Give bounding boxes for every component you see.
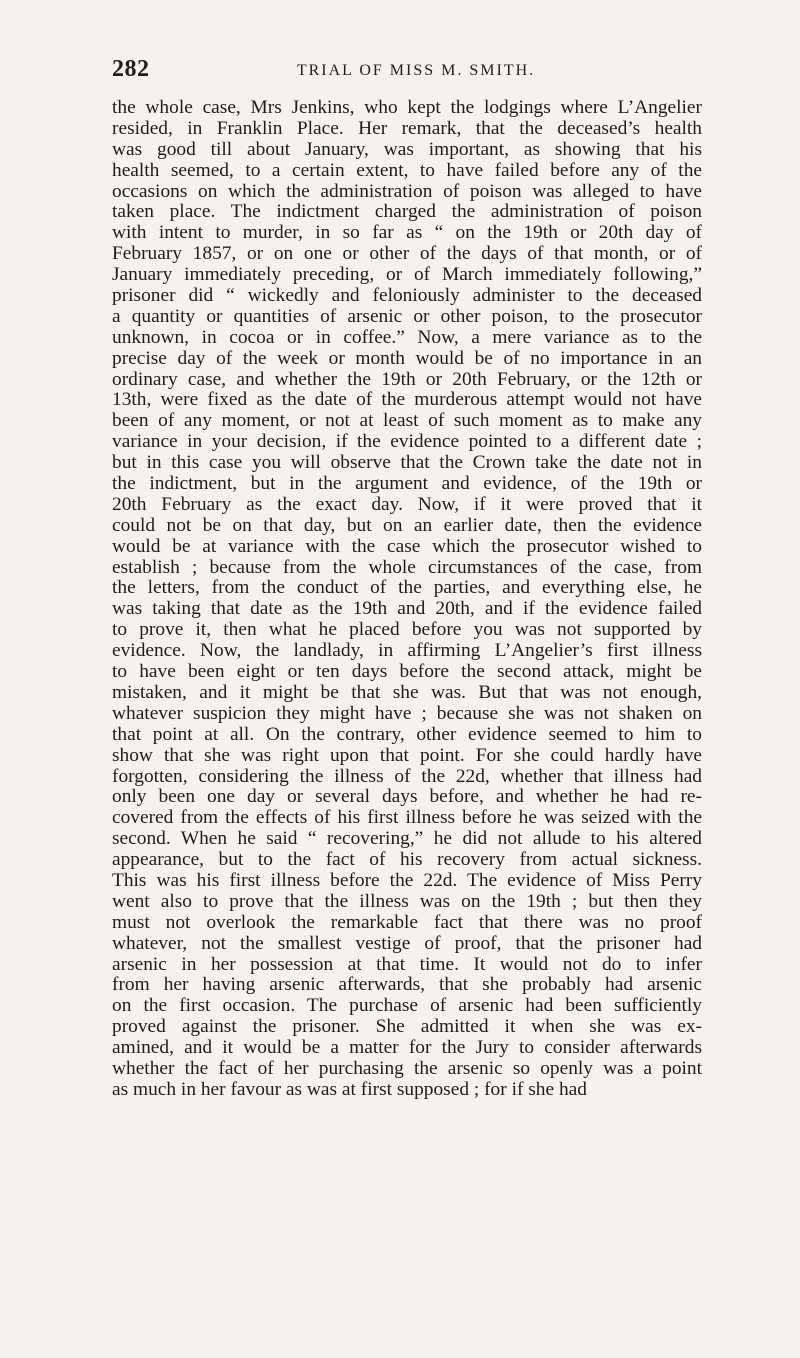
- text-line: appearance, but to the fact of his recovery from actual sickness.: [112, 849, 702, 871]
- text-line: forgotten, considering the illness of the 22d, whether that illness had: [112, 765, 702, 787]
- text-line: whether the fact of her purchasing the arsenic so openly was a point: [112, 1057, 702, 1079]
- text-line: been of any moment, or not at least of such moment as to make any: [112, 410, 702, 432]
- text-line: health seemed, to a certain extent, to have failed before any of the: [112, 159, 702, 181]
- text-line: whatever suspicion they might have ; because she was not shaken on: [112, 702, 702, 724]
- text-line: February 1857, or on one or other of the days of that month, or of: [112, 243, 702, 265]
- text-line: was good till about January, was important, as showing that his: [112, 138, 702, 160]
- text-line: went also to prove that the illness was on the 19th ; but then they: [112, 890, 702, 912]
- text-line: but in this case you will observe that the Crown take the date not in: [112, 452, 702, 474]
- text-line: prisoner did “ wickedly and feloniously administer to the deceased: [112, 285, 702, 307]
- text-line: with intent to murder, in so far as “ on the 19th or 20th day of: [112, 222, 702, 244]
- text-line: January immediately preceding, or of March immediately following,”: [112, 264, 702, 286]
- text-line: evidence. Now, the landlady, in affirming L’Angelier’s first illness: [112, 640, 702, 662]
- text-line: could not be on that day, but on an earlier date, then the evidence: [112, 514, 702, 536]
- text-line: whatever, not the smallest vestige of proof, that the prisoner had: [112, 932, 702, 954]
- running-head: TRIAL OF MISS M. SMITH.: [296, 62, 536, 79]
- text-line: the indictment, but in the argument and evidence, of the 19th or: [112, 473, 702, 495]
- text-line: arsenic in her possession at that time. It would not do to infer: [112, 953, 702, 975]
- text-line: proved against the prisoner. She admitted it when she was ex-: [112, 1016, 702, 1038]
- body-text: [112, 98, 702, 1101]
- text-line: resided, in Franklin Place. Her remark, that the deceased’s health: [112, 117, 702, 139]
- text-line: would be at variance with the case which the prosecutor wished to: [112, 535, 702, 557]
- page-header: [112, 56, 700, 86]
- text-line: show that she was right upon that point. For she could hardly have: [112, 744, 702, 766]
- text-line: to prove it, then what he placed before you was not supported by: [112, 619, 702, 641]
- text-line: that point at all. On the contrary, other evidence seemed to him to: [112, 723, 702, 745]
- text-line: a quantity or quantities of arsenic or other poison, to the prosecutor: [112, 305, 702, 327]
- text-line: taken place. The indictment charged the administration of poison: [112, 201, 702, 223]
- page-number: 282: [112, 56, 150, 82]
- text-line: on the first occasion. The purchase of arsenic had been sufficiently: [112, 995, 702, 1017]
- text-line: mistaken, and it might be that she was. But that was not enough,: [112, 681, 702, 703]
- text-line: to have been eight or ten days before the second attack, might be: [112, 661, 702, 683]
- text-line: 20th February as the exact day. Now, if it were proved that it: [112, 493, 702, 515]
- text-line: unknown, in cocoa or in coffee.” Now, a mere variance as to the: [112, 326, 702, 348]
- text-line: second. When he said “ recovering,” he did not allude to his altered: [112, 828, 702, 850]
- text-line: the whole case, Mrs Jenkins, who kept the lodgings where L’Angelier: [112, 97, 702, 118]
- text-line: ordinary case, and whether the 19th or 20th February, or the 12th or: [112, 368, 702, 390]
- text-line: 13th, were fixed as the date of the murderous attempt would not have: [112, 389, 702, 411]
- text-line: establish ; because from the whole circumstances of the case, from: [112, 556, 702, 578]
- text-line: was taking that date as the 19th and 20th, and if the evidence failed: [112, 598, 702, 620]
- text-line: covered from the effects of his first illness before he was seized with the: [112, 807, 702, 829]
- text-line: This was his first illness before the 22d. The evidence of Miss Perry: [112, 869, 702, 891]
- text-line: occasions on which the administration of poison was alleged to have: [112, 180, 702, 202]
- text-line: as much in her favour as was at first supposed ; for if she had: [112, 1078, 587, 1100]
- text-line: precise day of the week or month would be of no importance in an: [112, 347, 702, 369]
- text-line: variance in your decision, if the evidence pointed to a different date ;: [112, 431, 702, 453]
- text-line: the letters, from the conduct of the parties, and everything else, he: [112, 577, 702, 599]
- text-line: only been one day or several days before, and whether he had re-: [112, 786, 702, 808]
- text-line: from her having arsenic afterwards, that she probably had arsenic: [112, 974, 702, 996]
- text-line: amined, and it would be a matter for the Jury to consider afterwards: [112, 1037, 702, 1059]
- text-line: must not overlook the remarkable fact that there was no proof: [112, 911, 702, 933]
